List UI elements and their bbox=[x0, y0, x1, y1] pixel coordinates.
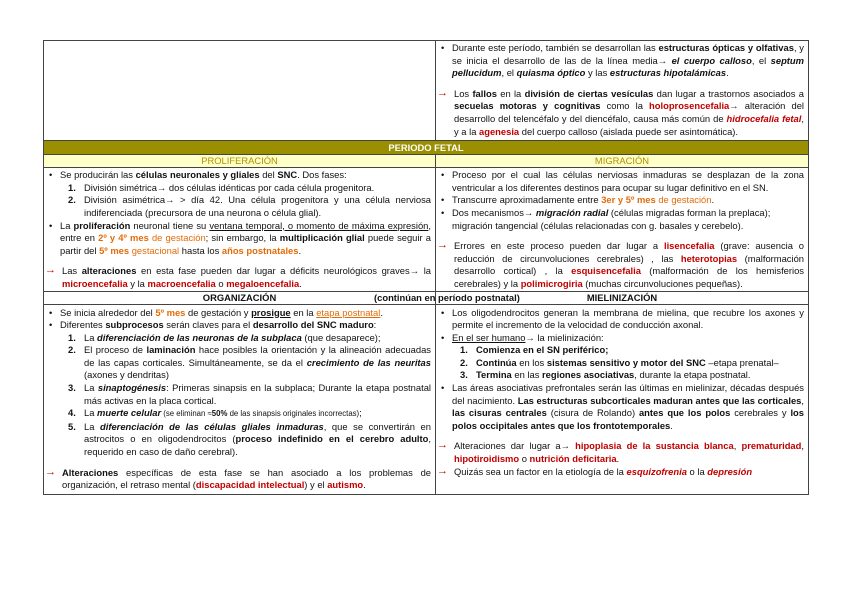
spacer bbox=[48, 257, 431, 265]
organization-cell bbox=[44, 304, 436, 494]
myelination-cell bbox=[436, 304, 809, 494]
list-item: • Dos mecanismos→ migración radial (células migradas forman la preplaca); migración tangencial (células relacionadas con g. basales y cerebelo). bbox=[440, 207, 804, 232]
list-item: • Durante este período, también se desarrollan las estructuras ópticas y olfativas, y se inicia el desarrollo de las de la línea media→ el cuerpo calloso, el septum pellucidum, el quiasma óptico y las estructuras hipotalámicas. bbox=[440, 42, 804, 80]
list-item: → Los fallos en la división de ciertas vesículas dan lugar a trastornos asociados a secuelas motoras y cognitivas como la holoprosencefalia→ alteración del desarrollo del telencéfalo y del diencéfalo, causa más común de hidrocefalia fetal, y a la agenesia del cuerpo calloso (aislada puede ser asintomática). bbox=[440, 88, 804, 138]
list-item: • La proliferación neuronal tiene su ventana temporal, o momento de máxima expresión, entre en 2º y 4º mes de gestación; sin embargo, la multiplicación glial puede seguir a partir del 5º mes gestacional hasta los años postnatales. bbox=[48, 220, 431, 258]
myelination-header: MIELINIZACIÓN bbox=[436, 291, 809, 304]
list-item: → Alteraciones dar lugar a→ hipoplasia de la sustancia blanca, prematuridad, hipotiroidismo o nutrición deficitaria. bbox=[440, 440, 804, 465]
section-title: PERIODO FETAL bbox=[44, 141, 809, 155]
list-item: 4. La muerte celular (se eliminan ≈50% de las sinapsis originales incorrectas); bbox=[68, 407, 362, 419]
list-item: • Proceso por el cual las células nerviosas inmaduras se desplazan de la zona ventricular a los diferentes destinos para ocupar su lugar definitivo en el SN. bbox=[440, 169, 804, 194]
document-page bbox=[43, 40, 809, 495]
proliferation-cell bbox=[44, 168, 436, 291]
list-item: • Diferentes subprocesos serán claves para el desarrollo del SNC maduro: 1. La diferenciación de las neuronas de la subplaca (que desaparece); 2. El proceso de laminación hace posibles la orientación y la alineación adecuadas de las capas corticales. Simultáneamente, se da el crecimiento de las neuritas (axones y dendritas) 3. La sinaptogénesis: Primeras sinapsis en la subplaca; Durante la etapa postnatal más activas en la placa cortical. 4. La muerte celular (se eliminan ≈50% de las sinapsis originales incorrectas); 5. La diferenciación de las células gliales inmaduras, que se convertirán en astrocitos o en oligodendrocitos (proceso indefinido en el cerebro adulto, requerido en caso de daño cerebral). bbox=[48, 319, 431, 459]
list-item: 1. División simétrica→ dos células idénticas por cada célula progenitora. bbox=[68, 181, 375, 193]
subheader-row-2 bbox=[44, 291, 809, 304]
list-item: • Se producirán las células neuronales y gliales del SNC. Dos fases: 1. División simétrica→ dos células idénticas por cada célula progenitora. 2. División asimétrica→ > día 42. Una célula progenitora y una célula nerviosa indiferenciada (precursora de una neurona o célula glial). bbox=[48, 169, 431, 219]
list-item: → Errores en este proceso pueden dar lugar a lisencefalia (grave: ausencia o reducción de circunvoluciones cerebrales) , las heterotopias (malformación desarrollo cortical) , la esquisencefalia (malformación de los hemisferios cerebrales) y la polimicrogiria (muchas circunvoluciones pequeñas). bbox=[440, 240, 804, 290]
list-item: → Las alteraciones en esta fase pueden dar lugar a déficits neurológicos graves→ la microencefalia y la macroencefalia o megaloencefalia. bbox=[48, 265, 431, 290]
migration-cell bbox=[436, 168, 809, 291]
top-left-empty-cell bbox=[44, 41, 436, 141]
spacer bbox=[440, 232, 804, 240]
list-item: • Los oligodendrocitos generan la membrana de mielina, que recubre los axones y permite el incremento de la velocidad de conducción axonal. bbox=[440, 307, 804, 332]
spacer bbox=[440, 432, 804, 440]
top-right-cell bbox=[436, 41, 809, 141]
list-item: 2. El proceso de laminación hace posibles la orientación y la alineación adecuadas de las capas corticales. Simultáneamente, se da el crecimiento de las neuritas (axones y dendritas) bbox=[68, 344, 431, 381]
postnatal-note: (continúan en período postnatal) bbox=[374, 291, 520, 303]
spacer bbox=[440, 80, 804, 88]
list-item: 3. Termina en las regiones asociativas, durante la etapa postnatal. bbox=[460, 369, 751, 381]
list-item: • Las áreas asociativas prefrontales serán las últimas en mielinizar, décadas después del nacimiento. Las estructuras subcorticales maduran antes que las corticales, las cisuras centrales (cisura de Rolando) antes que los polos cerebrales y los polos occipitales antes que los frontotemporales. bbox=[440, 382, 804, 432]
list-item: 3. La sinaptogénesis: Primeras sinapsis en la subplaca; Durante la etapa postnatal más activas en la placa cortical. bbox=[68, 382, 431, 406]
org-miel-row bbox=[44, 304, 809, 494]
top-row bbox=[44, 41, 809, 141]
list-item: • Transcurre aproximadamente entre 3er y 5º mes de gestación. bbox=[440, 194, 804, 207]
proliferation-header: PROLIFERACIÓN bbox=[44, 155, 436, 168]
list-item: 1. Comienza en el SN periférico; bbox=[460, 344, 609, 356]
list-item: • Se inicia alrededor del 5º mes de gestación y prosigue en la etapa postnatal. bbox=[48, 307, 431, 320]
spacer bbox=[48, 459, 431, 467]
fetal-development-table bbox=[43, 40, 809, 495]
list-item: • En el ser humano→ la mielinización: 1. Comienza en el SN periférico; 2. Continúa en los sistemas sensitivo y motor del SNC –etapa prenatal– 3. Termina en las regiones asociativas, durante la etapa postnatal. bbox=[440, 332, 804, 382]
list-item: → Alteraciones específicas de esta fase se han asociado a los problemas de organización, el retraso mental (discapacidad intelectual) y el autismo. bbox=[48, 467, 431, 492]
prolif-migr-row bbox=[44, 168, 809, 291]
fetal-band-row bbox=[44, 141, 809, 155]
list-item: 5. La diferenciación de las células gliales inmaduras, que se convertirán en astrocitos o en oligodendrocitos (proceso indefinido en el cerebro adulto, requerido en caso de daño cerebral). bbox=[68, 420, 431, 458]
migration-header: MIGRACIÓN bbox=[436, 155, 809, 168]
list-item: 2. Continúa en los sistemas sensitivo y motor del SNC –etapa prenatal– bbox=[460, 356, 779, 368]
subheader-row bbox=[44, 155, 809, 168]
list-item: → Quizás sea un factor en la etiología de la esquizofrenia o la depresión bbox=[440, 466, 804, 479]
list-item: 1. La diferenciación de las neuronas de la subplaca (que desaparece); bbox=[68, 331, 381, 343]
organization-header: ORGANIZACIÓN (continúan en período postnatal) bbox=[44, 291, 436, 304]
list-item: 2. División asimétrica→ > día 42. Una célula progenitora y una célula nerviosa indiferenciada (precursora de una neurona o célula glial). bbox=[68, 194, 431, 218]
